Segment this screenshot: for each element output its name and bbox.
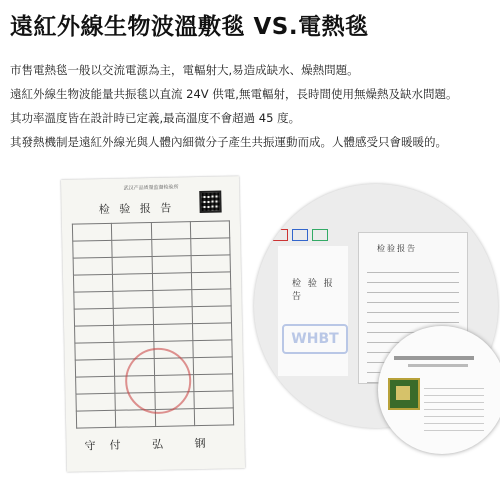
description-line: 市售電熱毯一般以交流電源為主，電輻射大,易造成缺水、燥熱問題。 xyxy=(10,63,359,77)
zoom-header-line xyxy=(408,364,468,367)
description-line: 其發熱機制是遠紅外線光與人體內細微分子產生共振運動而成。人體感受只會暖暖的。 xyxy=(10,135,447,149)
report-watermark: WHBT xyxy=(282,324,348,354)
cert-logo-icon xyxy=(312,229,328,241)
certificate-header: 武汉产品质量监督检验所 xyxy=(123,184,179,192)
zoom-text-lines xyxy=(424,382,484,431)
description-line: 其功率溫度皆在設計時已定義,最高溫度不會超過 45 度。 xyxy=(10,111,301,125)
description-line: 遠紅外線生物波能量共振毯以直流 24V 供電,無電輻射，長時間使用無燥熱及缺水問題。 xyxy=(10,87,458,101)
certificate-title: 检 验 报 告 xyxy=(98,201,175,217)
certificate-signatures: 守付 弘 钢 xyxy=(84,436,220,453)
report-cover xyxy=(278,246,348,376)
cert-logo-icon xyxy=(272,229,288,241)
cert-logo-icon xyxy=(272,226,352,240)
description-block xyxy=(10,58,490,154)
circuit-zoom-circle xyxy=(378,326,500,454)
report-page-title: 检验报告 xyxy=(377,244,417,253)
page-headline: 遠紅外線生物波溫敷毯 VS.電熱毯 xyxy=(10,14,369,40)
circuit-chip-icon xyxy=(388,378,420,410)
qr-code-icon xyxy=(199,191,221,213)
cert-logo-icon xyxy=(292,229,308,241)
zoom-header-line xyxy=(394,356,474,360)
inspection-certificate-left xyxy=(61,176,245,472)
report-cover-title: 检 验 报 告 xyxy=(292,279,335,302)
